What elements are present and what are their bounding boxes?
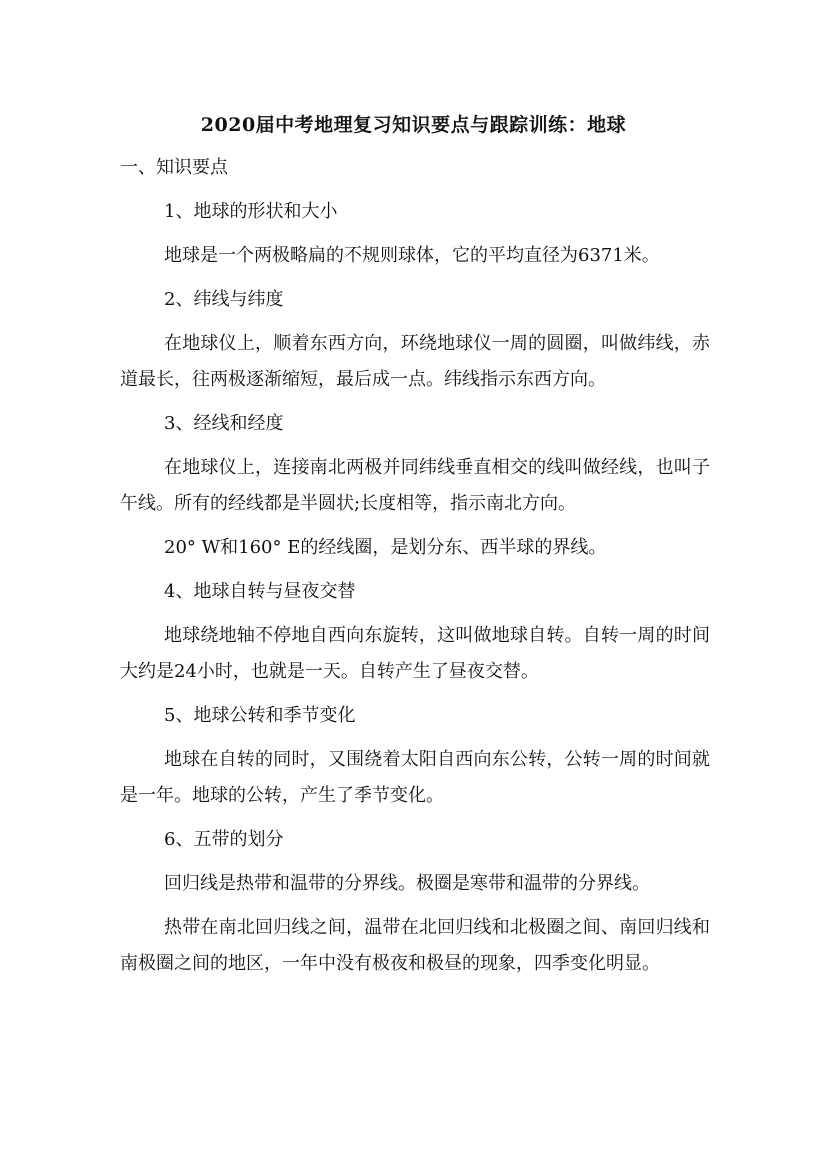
paragraph: 在地球仪上，顺着东西方向，环绕地球仪一周的圆圈，叫做纬线，赤道最长，往两极逐渐缩短，最后成一点。纬线指示东西方向。	[120, 333, 710, 390]
paragraph: 在地球仪上，连接南北两极并同纬线垂直相交的线叫做经线，也叫子午线。所有的经线都是半圆状;长度相等，指示南北方向。	[120, 457, 710, 514]
subsection-heading: 6、五带的划分	[164, 829, 284, 850]
paragraph: 回归线是热带和温带的分界线。极圈是寒带和温带的分界线。	[164, 873, 650, 894]
subsection-heading: 5、地球公转和季节变化	[164, 705, 356, 726]
subsection-heading: 1、地球的形状和大小	[164, 201, 338, 222]
paragraph: 地球是一个两极略扁的不规则球体，它的平均直径为6371米。	[164, 245, 660, 266]
paragraph: 地球绕地轴不停地自西向东旋转，这叫做地球自转。自转一周的时间大约是24小时，也就是一天。自转产生了昼夜交替。	[120, 625, 710, 682]
section-heading: 一、知识要点	[120, 157, 228, 178]
subsection-heading: 4、地球自转与昼夜交替	[164, 581, 356, 602]
paragraph: 20° W和160° E的经线圈，是划分东、西半球的界线。	[164, 537, 607, 558]
document-title: 2020届中考地理复习知识要点与跟踪训练：地球	[200, 114, 627, 136]
document-body	[120, 150, 710, 990]
subsection-heading: 2、纬线与纬度	[164, 289, 284, 310]
subsection-heading: 3、经线和经度	[164, 413, 284, 434]
paragraph: 热带在南北回归线之间，温带在北回归线和北极圈之间、南回归线和南极圈之间的地区，一年中没有极夜和极昼的现象，四季变化明显。	[120, 917, 710, 974]
paragraph: 地球在自转的同时，又围绕着太阳自西向东公转，公转一周的时间就是一年。地球的公转，产生了季节变化。	[120, 749, 710, 806]
